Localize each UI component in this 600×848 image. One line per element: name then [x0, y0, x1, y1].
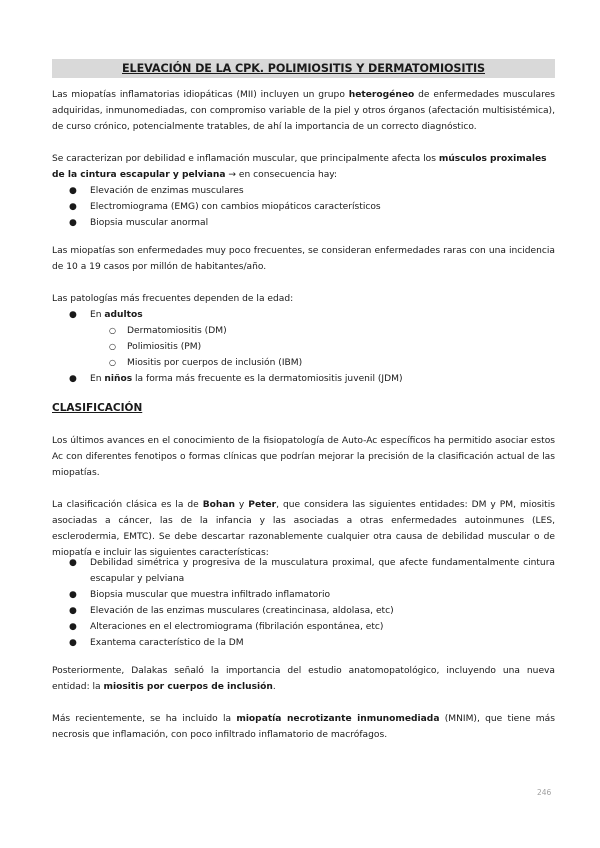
- bullet-icon: ●: [69, 218, 77, 228]
- classification-list: [52, 555, 555, 651]
- page-number: 246: [537, 788, 552, 797]
- page-title: ELEVACIÓN DE LA CPK. POLIMIOSITIS Y DERMATOMIOSITIS: [122, 62, 485, 75]
- frequency-paragraph: Las miopatías son enfermedades muy poco frecuentes, se consideran enfermedades raras con una incidencia de 10 a 19 casos por millón de habitantes/año.: [52, 246, 555, 272]
- classification-paragraph-3: Posteriormente, Dalakas señaló la importancia del estudio anatomopatológico, incluyendo una nueva entidad: la miositis por cuerpos de inclusión.: [52, 666, 555, 692]
- list-item-adults: ● En adultos: [52, 307, 555, 323]
- classification-paragraph-1: Los últimos avances en el conocimiento de la fisiopatología de Auto-Ac específicos ha permitido asociar estos Ac con diferentes fenotipos o formas clínicas que podrían mejorar la precisión de la clasificación actual de las miopatías.: [52, 436, 555, 478]
- list-item: ● Biopsia muscular anormal: [52, 215, 555, 231]
- age-list: [52, 307, 555, 387]
- list-item: ● Elevación de enzimas musculares: [52, 183, 555, 199]
- classification-paragraph-4: Más recientemente, se ha incluido la miopatía necrotizante inmunomediada (MNIM), que tiene más necrosis que inflamación, con poco infiltrado inflamatorio de macrófagos.: [52, 714, 555, 740]
- bullet-icon: ●: [69, 622, 77, 632]
- list-item-kids: ● En niños la forma más frecuente es la dermatomiositis juvenil (JDM): [52, 371, 555, 387]
- characterized-list: [52, 183, 555, 231]
- bullet-icon: ●: [69, 558, 77, 568]
- characterized-paragraph: Se caracterizan por debilidad e inflamación muscular, que principalmente afecta los músculos proximales de la cintura escapular y pelviana → en consecuencia hay:: [52, 154, 547, 180]
- bullet-icon: ●: [69, 638, 77, 648]
- title-banner: [52, 59, 555, 78]
- bullet-icon: ●: [69, 186, 77, 196]
- sub-list-item: ○ Dermatomiositis (DM): [52, 323, 555, 339]
- list-item: ● Exantema característico de la DM: [52, 635, 555, 651]
- bullet-icon: ●: [69, 374, 77, 384]
- list-item: ● Electromiograma (EMG) con cambios miopáticos característicos: [52, 199, 555, 215]
- circle-bullet-icon: ○: [109, 358, 116, 367]
- bullet-icon: ●: [69, 606, 77, 616]
- circle-bullet-icon: ○: [109, 326, 116, 335]
- classification-paragraph-2: La clasificación clásica es la de Bohan y Peter, que considera las siguientes entidades: DM y PM, miositis asociadas a cáncer, las de la infancia y las asociadas a otras enfermedades autoinmunes (LES, esclerodermia, EMTC). Se debe descartar razonablemente cualquier otra causa de debilidad muscular o de miopatía e incluir las siguientes características:: [52, 500, 555, 558]
- bullet-icon: ●: [69, 590, 77, 600]
- age-paragraph: Las patologías más frecuentes dependen de la edad:: [52, 294, 294, 304]
- list-item: ● Elevación de las enzimas musculares (creatincinasa, aldolasa, etc): [52, 603, 555, 619]
- list-item: ● Alteraciones en el electromiograma (fibrilación espontánea, etc): [52, 619, 555, 635]
- bullet-icon: ●: [69, 310, 77, 320]
- sub-list-item: ○ Miositis por cuerpos de inclusión (IBM): [52, 355, 555, 371]
- bullet-icon: ●: [69, 202, 77, 212]
- circle-bullet-icon: ○: [109, 342, 116, 351]
- list-item: ● Debilidad simétrica y progresiva de la musculatura proximal, que afecte fundamentalmente cintura escapular y pelviana: [52, 555, 555, 587]
- list-item: ● Biopsia muscular que muestra infiltrado inflamatorio: [52, 587, 555, 603]
- sub-list-item: ○ Polimiositis (PM): [52, 339, 555, 355]
- intro-paragraph: Las miopatías inflamatorias idiopáticas (MII) incluyen un grupo heterogéneo de enfermedades musculares adquiridas, inmunomediadas, con compromiso variable de la piel y otros órganos (afectación multisistémica), de curso crónico, potencialmente tratables, de ahí la importancia de un correcto diagnóstico.: [52, 90, 555, 132]
- section-heading-clasificacion: CLASIFICACIÓN: [52, 402, 143, 414]
